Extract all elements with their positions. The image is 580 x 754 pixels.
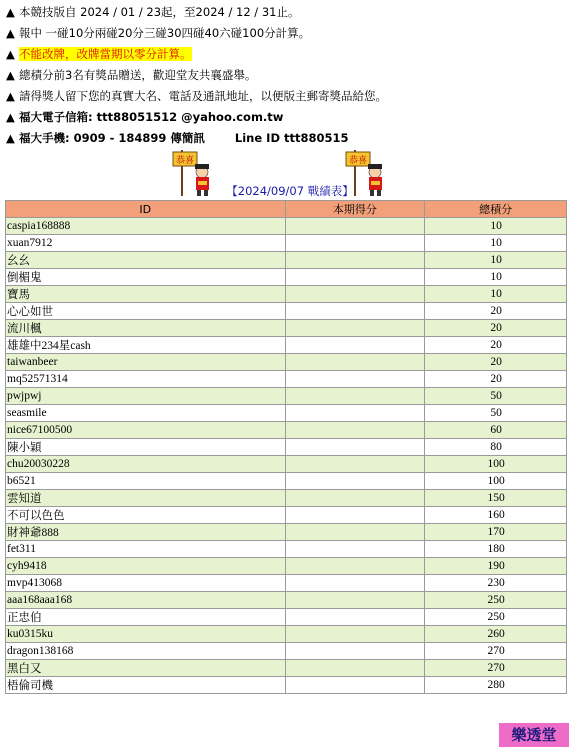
cell-id: ku0315ku <box>6 626 286 643</box>
cell-current-score <box>285 269 425 286</box>
cell-total-score: 20 <box>425 371 567 388</box>
table-row <box>6 235 567 252</box>
cell-total-score: 50 <box>425 388 567 405</box>
cell-current-score <box>285 235 425 252</box>
cell-id: taiwanbeer <box>6 354 286 371</box>
table-row <box>6 252 567 269</box>
cell-current-score <box>285 626 425 643</box>
table-row <box>6 354 567 371</box>
note-phone: ▲ 福大手機: 0909 - 184899 傳簡訊 Line ID ttt880515 <box>6 128 576 149</box>
cell-id: chu20030228 <box>6 456 286 473</box>
cell-current-score <box>285 422 425 439</box>
cell-total-score: 80 <box>425 439 567 456</box>
table-row <box>6 643 567 660</box>
cell-id: mq52571314 <box>6 371 286 388</box>
cell-id: b6521 <box>6 473 286 490</box>
cell-total-score: 270 <box>425 660 567 677</box>
column-header-id: ID <box>6 201 286 218</box>
cell-id: pwjpwj <box>6 388 286 405</box>
cell-id: 正忠伯 <box>6 609 286 626</box>
cell-id: xuan7912 <box>6 235 286 252</box>
cell-total-score: 10 <box>425 286 567 303</box>
table-row <box>6 320 567 337</box>
cell-total-score: 20 <box>425 320 567 337</box>
table-row <box>6 371 567 388</box>
triangle-bullet-icon: ▲ <box>6 110 15 124</box>
table-row <box>6 660 567 677</box>
note-no-change: ▲ 不能改牌，改牌當期以零分計算。 <box>6 44 576 65</box>
cell-current-score <box>285 354 425 371</box>
cell-total-score: 280 <box>425 677 567 694</box>
table-row <box>6 626 567 643</box>
cell-current-score <box>285 660 425 677</box>
table-row <box>6 575 567 592</box>
cell-current-score <box>285 677 425 694</box>
cell-total-score: 150 <box>425 490 567 507</box>
table-row <box>6 677 567 694</box>
table-row <box>6 558 567 575</box>
cell-id: mvp413068 <box>6 575 286 592</box>
table-row <box>6 609 567 626</box>
cell-current-score <box>285 592 425 609</box>
cell-id: 寶馬 <box>6 286 286 303</box>
table-row <box>6 286 567 303</box>
table-header-row <box>6 201 567 218</box>
cell-total-score: 270 <box>425 643 567 660</box>
cell-current-score <box>285 473 425 490</box>
cell-id: 黑白又 <box>6 660 286 677</box>
triangle-bullet-icon: ▲ <box>6 131 15 145</box>
cell-current-score <box>285 643 425 660</box>
cell-id: 雄雄中234星cash <box>6 337 286 354</box>
cell-id: 幺幺 <box>6 252 286 269</box>
triangle-bullet-icon: ▲ <box>6 26 15 40</box>
table-row <box>6 422 567 439</box>
cell-current-score <box>285 490 425 507</box>
cell-id: 不可以色色 <box>6 507 286 524</box>
table-row <box>6 303 567 320</box>
cell-id: 財神爺888 <box>6 524 286 541</box>
cell-total-score: 60 <box>425 422 567 439</box>
line-id: Line ID ttt880515 <box>234 131 349 145</box>
cell-total-score: 10 <box>425 218 567 235</box>
cell-total-score: 250 <box>425 592 567 609</box>
cell-total-score: 180 <box>425 541 567 558</box>
note-period: ▲ 本競技版自 2024 / 01 / 23起，至2024 / 12 / 31止。 <box>6 2 576 23</box>
cell-current-score <box>285 524 425 541</box>
cell-id: 流川楓 <box>6 320 286 337</box>
cell-current-score <box>285 439 425 456</box>
table-row <box>6 473 567 490</box>
cell-id: seasmile <box>6 405 286 422</box>
cell-current-score <box>285 575 425 592</box>
svg-text:恭喜: 恭喜 <box>175 156 195 166</box>
cell-total-score: 20 <box>425 303 567 320</box>
cell-current-score <box>285 609 425 626</box>
triangle-bullet-icon: ▲ <box>6 5 15 19</box>
cell-id: 倒楣鬼 <box>6 269 286 286</box>
brand-logo[interactable]: 樂透堂 <box>499 723 569 747</box>
cell-current-score <box>285 541 425 558</box>
cell-total-score: 100 <box>425 456 567 473</box>
table-row <box>6 524 567 541</box>
cell-current-score <box>285 303 425 320</box>
cell-current-score <box>285 218 425 235</box>
cell-total-score: 20 <box>425 354 567 371</box>
triangle-bullet-icon: ▲ <box>6 89 15 103</box>
column-header-current: 本期得分 <box>285 201 425 218</box>
note-winner-info: ▲ 請得獎人留下您的真實大名、電話及通訊地址，以便版主郵寄獎品給您。 <box>6 86 576 107</box>
cell-total-score: 160 <box>425 507 567 524</box>
table-row <box>6 507 567 524</box>
cell-total-score: 10 <box>425 269 567 286</box>
cell-current-score <box>285 388 425 405</box>
cell-current-score <box>285 456 425 473</box>
note-prizes: ▲ 總積分前3名有獎品贈送，歡迎堂友共襄盛舉。 <box>6 65 576 86</box>
cell-current-score <box>285 337 425 354</box>
cell-id: fet311 <box>6 541 286 558</box>
scoreboard-title: 【2024/09/07 戰績表】 <box>226 184 354 198</box>
column-header-total: 總積分 <box>425 201 567 218</box>
cell-current-score <box>285 371 425 388</box>
cell-total-score: 10 <box>425 235 567 252</box>
table-row <box>6 456 567 473</box>
scoreboard-banner <box>0 150 580 198</box>
cell-current-score <box>285 286 425 303</box>
note-scoring: ▲ 報中 一碰10分兩碰20分三碰30四碰40六碰100分計算。 <box>6 23 576 44</box>
cell-id: cyh9418 <box>6 558 286 575</box>
cell-current-score <box>285 507 425 524</box>
rules-notice <box>6 2 576 149</box>
cell-total-score: 230 <box>425 575 567 592</box>
table-row <box>6 439 567 456</box>
cell-total-score: 50 <box>425 405 567 422</box>
cell-current-score <box>285 558 425 575</box>
cell-total-score: 100 <box>425 473 567 490</box>
cell-id: dragon138168 <box>6 643 286 660</box>
cell-id: nice67100500 <box>6 422 286 439</box>
cell-current-score <box>285 320 425 337</box>
cell-total-score: 190 <box>425 558 567 575</box>
note-email: ▲ 福大電子信箱: ttt88051512 @yahoo.com.tw <box>6 107 576 128</box>
triangle-bullet-icon: ▲ <box>6 68 15 82</box>
cell-id: 陳小穎 <box>6 439 286 456</box>
table-row <box>6 405 567 422</box>
table-row <box>6 218 567 235</box>
cell-total-score: 170 <box>425 524 567 541</box>
cell-total-score: 250 <box>425 609 567 626</box>
score-table <box>5 200 567 694</box>
table-row <box>6 269 567 286</box>
cell-total-score: 20 <box>425 337 567 354</box>
table-row <box>6 388 567 405</box>
cell-id: caspia168888 <box>6 218 286 235</box>
cell-id: 心心如世 <box>6 303 286 320</box>
cell-total-score: 260 <box>425 626 567 643</box>
table-row <box>6 541 567 558</box>
cell-id: 梧倫司機 <box>6 677 286 694</box>
cell-id: aaa168aaa168 <box>6 592 286 609</box>
svg-text:恭喜: 恭喜 <box>348 156 368 166</box>
cell-current-score <box>285 252 425 269</box>
cell-total-score: 10 <box>425 252 567 269</box>
triangle-bullet-icon: ▲ <box>6 47 15 61</box>
cell-id: 雲知道 <box>6 490 286 507</box>
table-row <box>6 490 567 507</box>
table-row <box>6 337 567 354</box>
cell-current-score <box>285 405 425 422</box>
table-row <box>6 592 567 609</box>
